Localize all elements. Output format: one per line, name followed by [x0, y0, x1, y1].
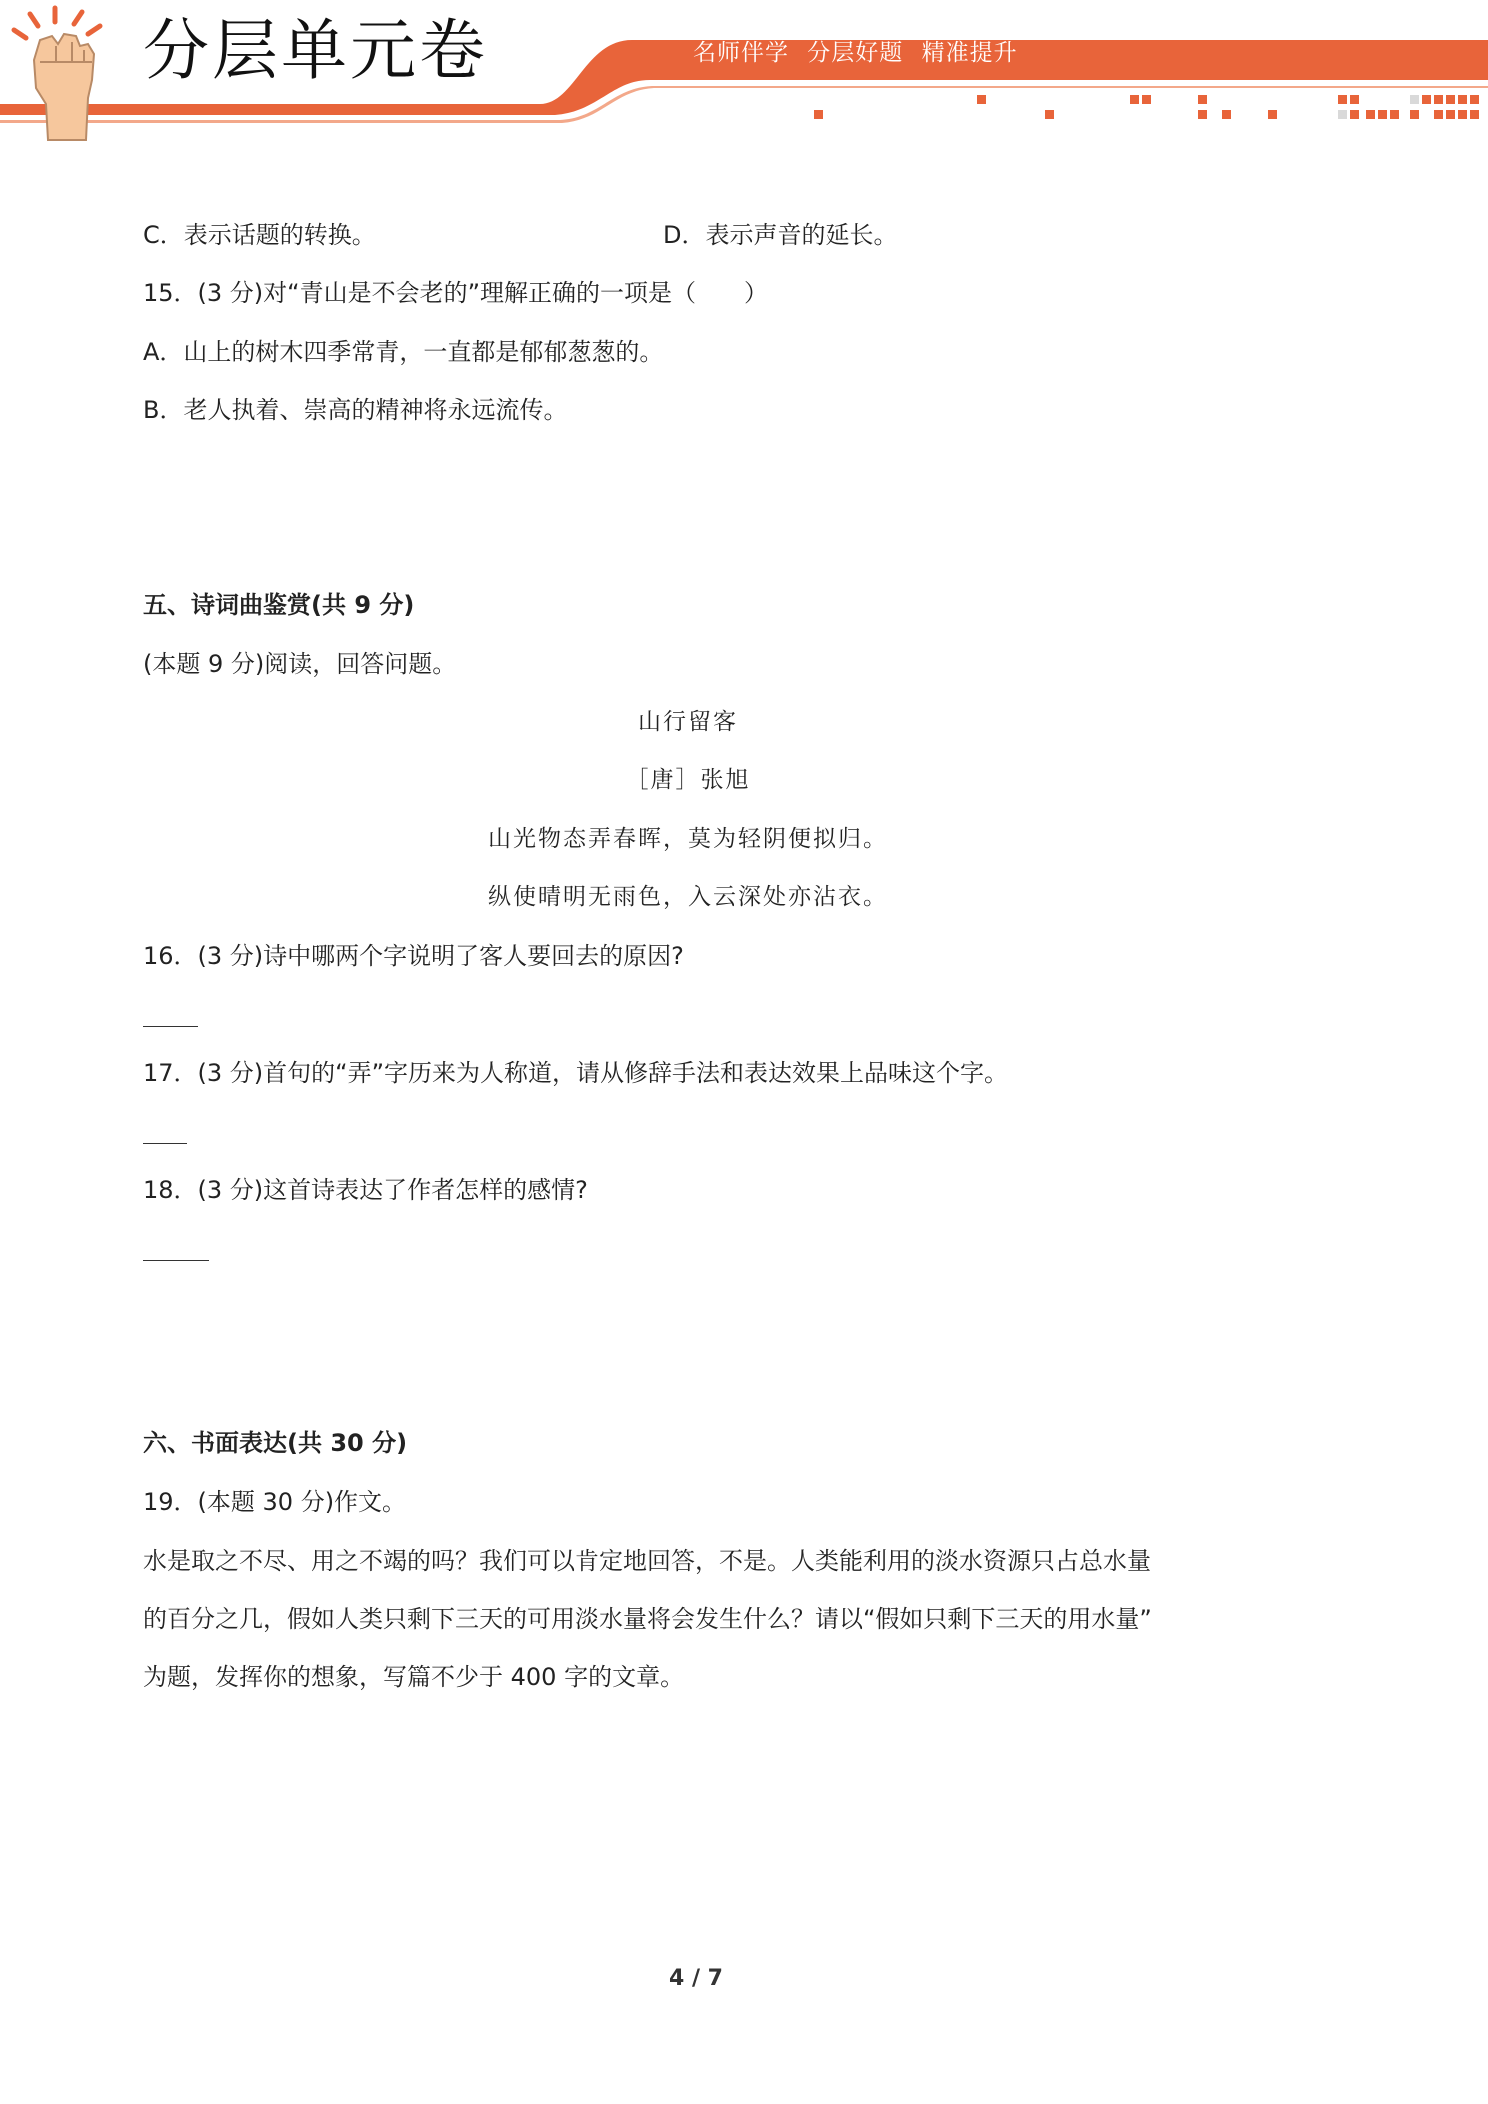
- essay-prompt-line-1: 水是取之不尽、用之不竭的吗？我们可以肯定地回答，不是。人类能利用的淡水资源只占总水量: [143, 1547, 1151, 1575]
- q18-question: 18．(3 分)这首诗表达了作者怎样的感情?: [143, 1176, 588, 1204]
- essay-prompt-line-3: 为题，发挥你的想象，写篇不少于 400 字的文章。: [143, 1663, 685, 1691]
- q17-answer-blank: [143, 1143, 187, 1144]
- section6-heading: 六、书面表达(共 30 分): [143, 1429, 408, 1457]
- poem-line-2: 纵使晴明无雨色，入云深处亦沾衣。: [488, 884, 888, 910]
- header-tagline: 名师伴学 分层好题 精准提升: [693, 40, 1018, 66]
- q15-option-a: A．山上的树木四季常青，一直都是郁郁葱葱的。: [143, 338, 664, 366]
- page-number: 4 / 7: [669, 1966, 723, 1991]
- q19-question: 19．(本题 30 分)作文。: [143, 1488, 407, 1516]
- page-header: [0, 0, 1488, 150]
- poem-line-1: 山光物态弄春晖，莫为轻阴便拟归。: [488, 826, 888, 852]
- section5-heading: 五、诗词曲鉴赏(共 9 分): [143, 591, 415, 619]
- q15-option-b: B．老人执着、崇高的精神将永远流传。: [143, 396, 568, 424]
- essay-prompt-line-2: 的百分之几，假如人类只剩下三天的可用淡水量将会发生什么？请以“假如只剩下三天的用水量”: [143, 1605, 1152, 1633]
- q16-answer-blank: [143, 1026, 198, 1027]
- q16-question: 16．(3 分)诗中哪两个字说明了客人要回去的原因?: [143, 942, 684, 970]
- header-decor-squares: [814, 95, 1479, 119]
- q14-option-d: D．表示声音的延长。: [663, 221, 898, 249]
- section5-intro: (本题 9 分)阅读，回答问题。: [143, 650, 457, 678]
- brand-title: 分层单元卷: [143, 12, 488, 89]
- q18-answer-blank: [143, 1260, 209, 1261]
- q14-option-c: C．表示话题的转换。: [143, 221, 376, 249]
- poem-author: ［唐］张旭: [625, 767, 751, 793]
- q17-question: 17．(3 分)首句的“弄”字历来为人称道，请从修辞手法和表达效果上品味这个字。: [143, 1059, 1009, 1087]
- q15-stem: 15．(3 分)对“青山是不会老的”理解正确的一项是（ ）: [143, 279, 769, 307]
- poem-title: 山行留客: [638, 709, 738, 735]
